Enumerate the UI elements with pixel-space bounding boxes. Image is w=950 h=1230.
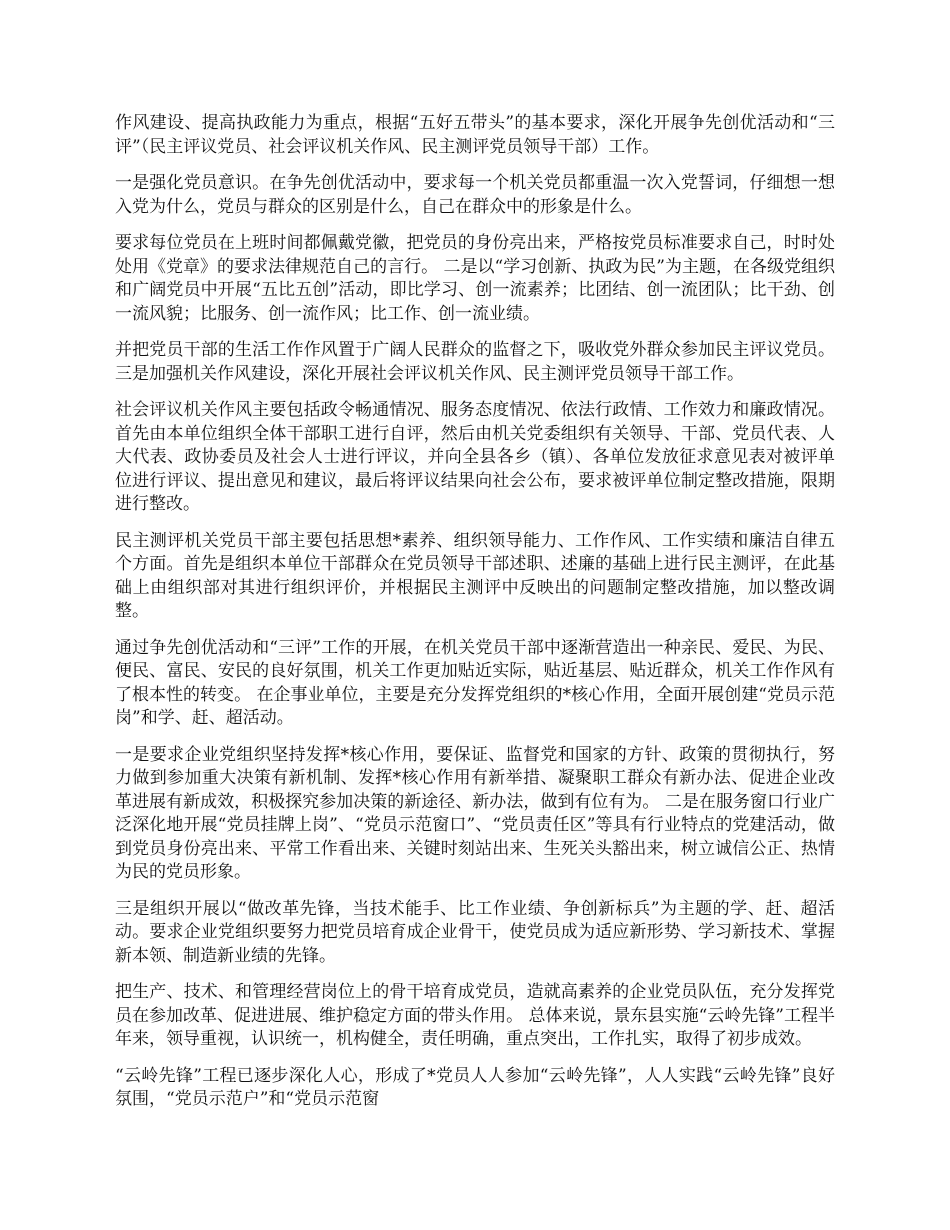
paragraph: 三是组织开展以“做改革先锋，当技术能手、比工作业绩、争创新标兵”为主题的学、赶、超活动。要求企业党组织要努力把党员培育成企业骨干，使党员成为适应新形势、学习新技术、掌握新本领、制造新业绩的先锋。: [115, 898, 835, 966]
paragraph: “云岭先锋”工程已逐步深化人心，形成了*党员人人参加“云岭先锋”，人人实践“云岭先锋”良好氛围，“党员示范户”和“党员示范窗: [115, 1065, 835, 1109]
paragraph: 社会评议机关作风主要包括政令畅通情况、服务态度情况、依法行政情、工作效力和廉政情况。首先由本单位组织全体干部职工进行自评，然后由机关党委组织有关领导、干部、党员代表、人大代表、政协委员及社会人士进行评议，并向全县各乡（镇）、各单位发放征求意见表对被评单位进行评议、提出意见和建议，最后将评议结果向社会公布，要求被评单位制定整改措施，限期进行整改。: [115, 400, 835, 514]
document-body: [115, 112, 835, 1125]
paragraph: 通过争先创优活动和“三评”工作的开展，在机关党员干部中逐渐营造出一种亲民、爱民、为民、便民、富民、安民的良好氛围，机关工作更加贴近实际，贴近基层、贴近群众，机关工作作风有了根本性的转变。 在企事业单位，主要是充分发挥党组织的*核心作用，全面开展创建“党员示范岗”和学、赶、超活动。: [115, 637, 835, 728]
paragraph: 一是强化党员意识。在争先创优活动中，要求每一个机关党员都重温一次入党誓词，仔细想一想入党为什么，党员与群众的区别是什么，自己在群众中的形象是什么。: [115, 173, 835, 217]
paragraph: 一是要求企业党组织坚持发挥*核心作用，要保证、监督党和国家的方针、政策的贯彻执行，努力做到参加重大决策有新机制、发挥*核心作用有新举措、凝聚职工群众有新办法、促进企业改革进展有新成效，积极探究参加决策的新途径、新办法，做到有位有为。 二是在服务窗口行业广泛深化地开展“党员挂牌上岗”、“党员示范窗口”、“党员责任区”等具有行业特点的党建活动，做到党员身份亮出来、平常工作看出来、关键时刻站出来、生死关头豁出来，树立诚信公正、热情为民的党员形象。: [115, 744, 835, 882]
paragraph: 作风建设、提高执政能力为重点，根据“五好五带头”的基本要求，深化开展争先创优活动和“三评”（民主评议党员、社会评议机关作风、民主测评党员领导干部）工作。: [115, 113, 835, 157]
paragraph: 民主测评机关党员干部主要包括思想*素养、组织领导能力、工作作风、工作实绩和廉洁自律五个方面。首先是组织本单位干部群众在党员领导干部述职、述廉的基础上进行民主测评，在此基础上由组织部对其进行组织评价，并根据民主测评中反映出的问题制定整改措施，加以整改调整。: [115, 530, 835, 621]
paragraph: 把生产、技术、和管理经营岗位上的骨干培育成党员，造就高素养的企业党员队伍，充分发挥党员在参加改革、促进进展、维护稳定方面的带头作用。 总体来说，景东县实施“云岭先锋”工程半年来，领导重视，认识统一，机构健全，责任明确，重点突出，工作扎实，取得了初步成效。: [115, 982, 835, 1049]
paragraph: 要求每位党员在上班时间都佩戴党徽，把党员的身份亮出来，严格按党员标准要求自己，时时处处用《党章》的要求法律规范自己的言行。 二是以“学习创新、执政为民”为主题，在各级党组织和广阔党员中开展“五比五创”活动，即比学习、创一流素养；比团结、创一流团队；比干劲、创一流风貌；比服务、创一流作风；比工作、创一流业绩。: [115, 233, 835, 324]
paragraph: 并把党员干部的生活工作作风置于广阔人民群众的监督之下，吸收党外群众参加民主评议党员。 三是加强机关作风建设，深化开展社会评议机关作风、民主测评党员领导干部工作。: [115, 340, 835, 384]
